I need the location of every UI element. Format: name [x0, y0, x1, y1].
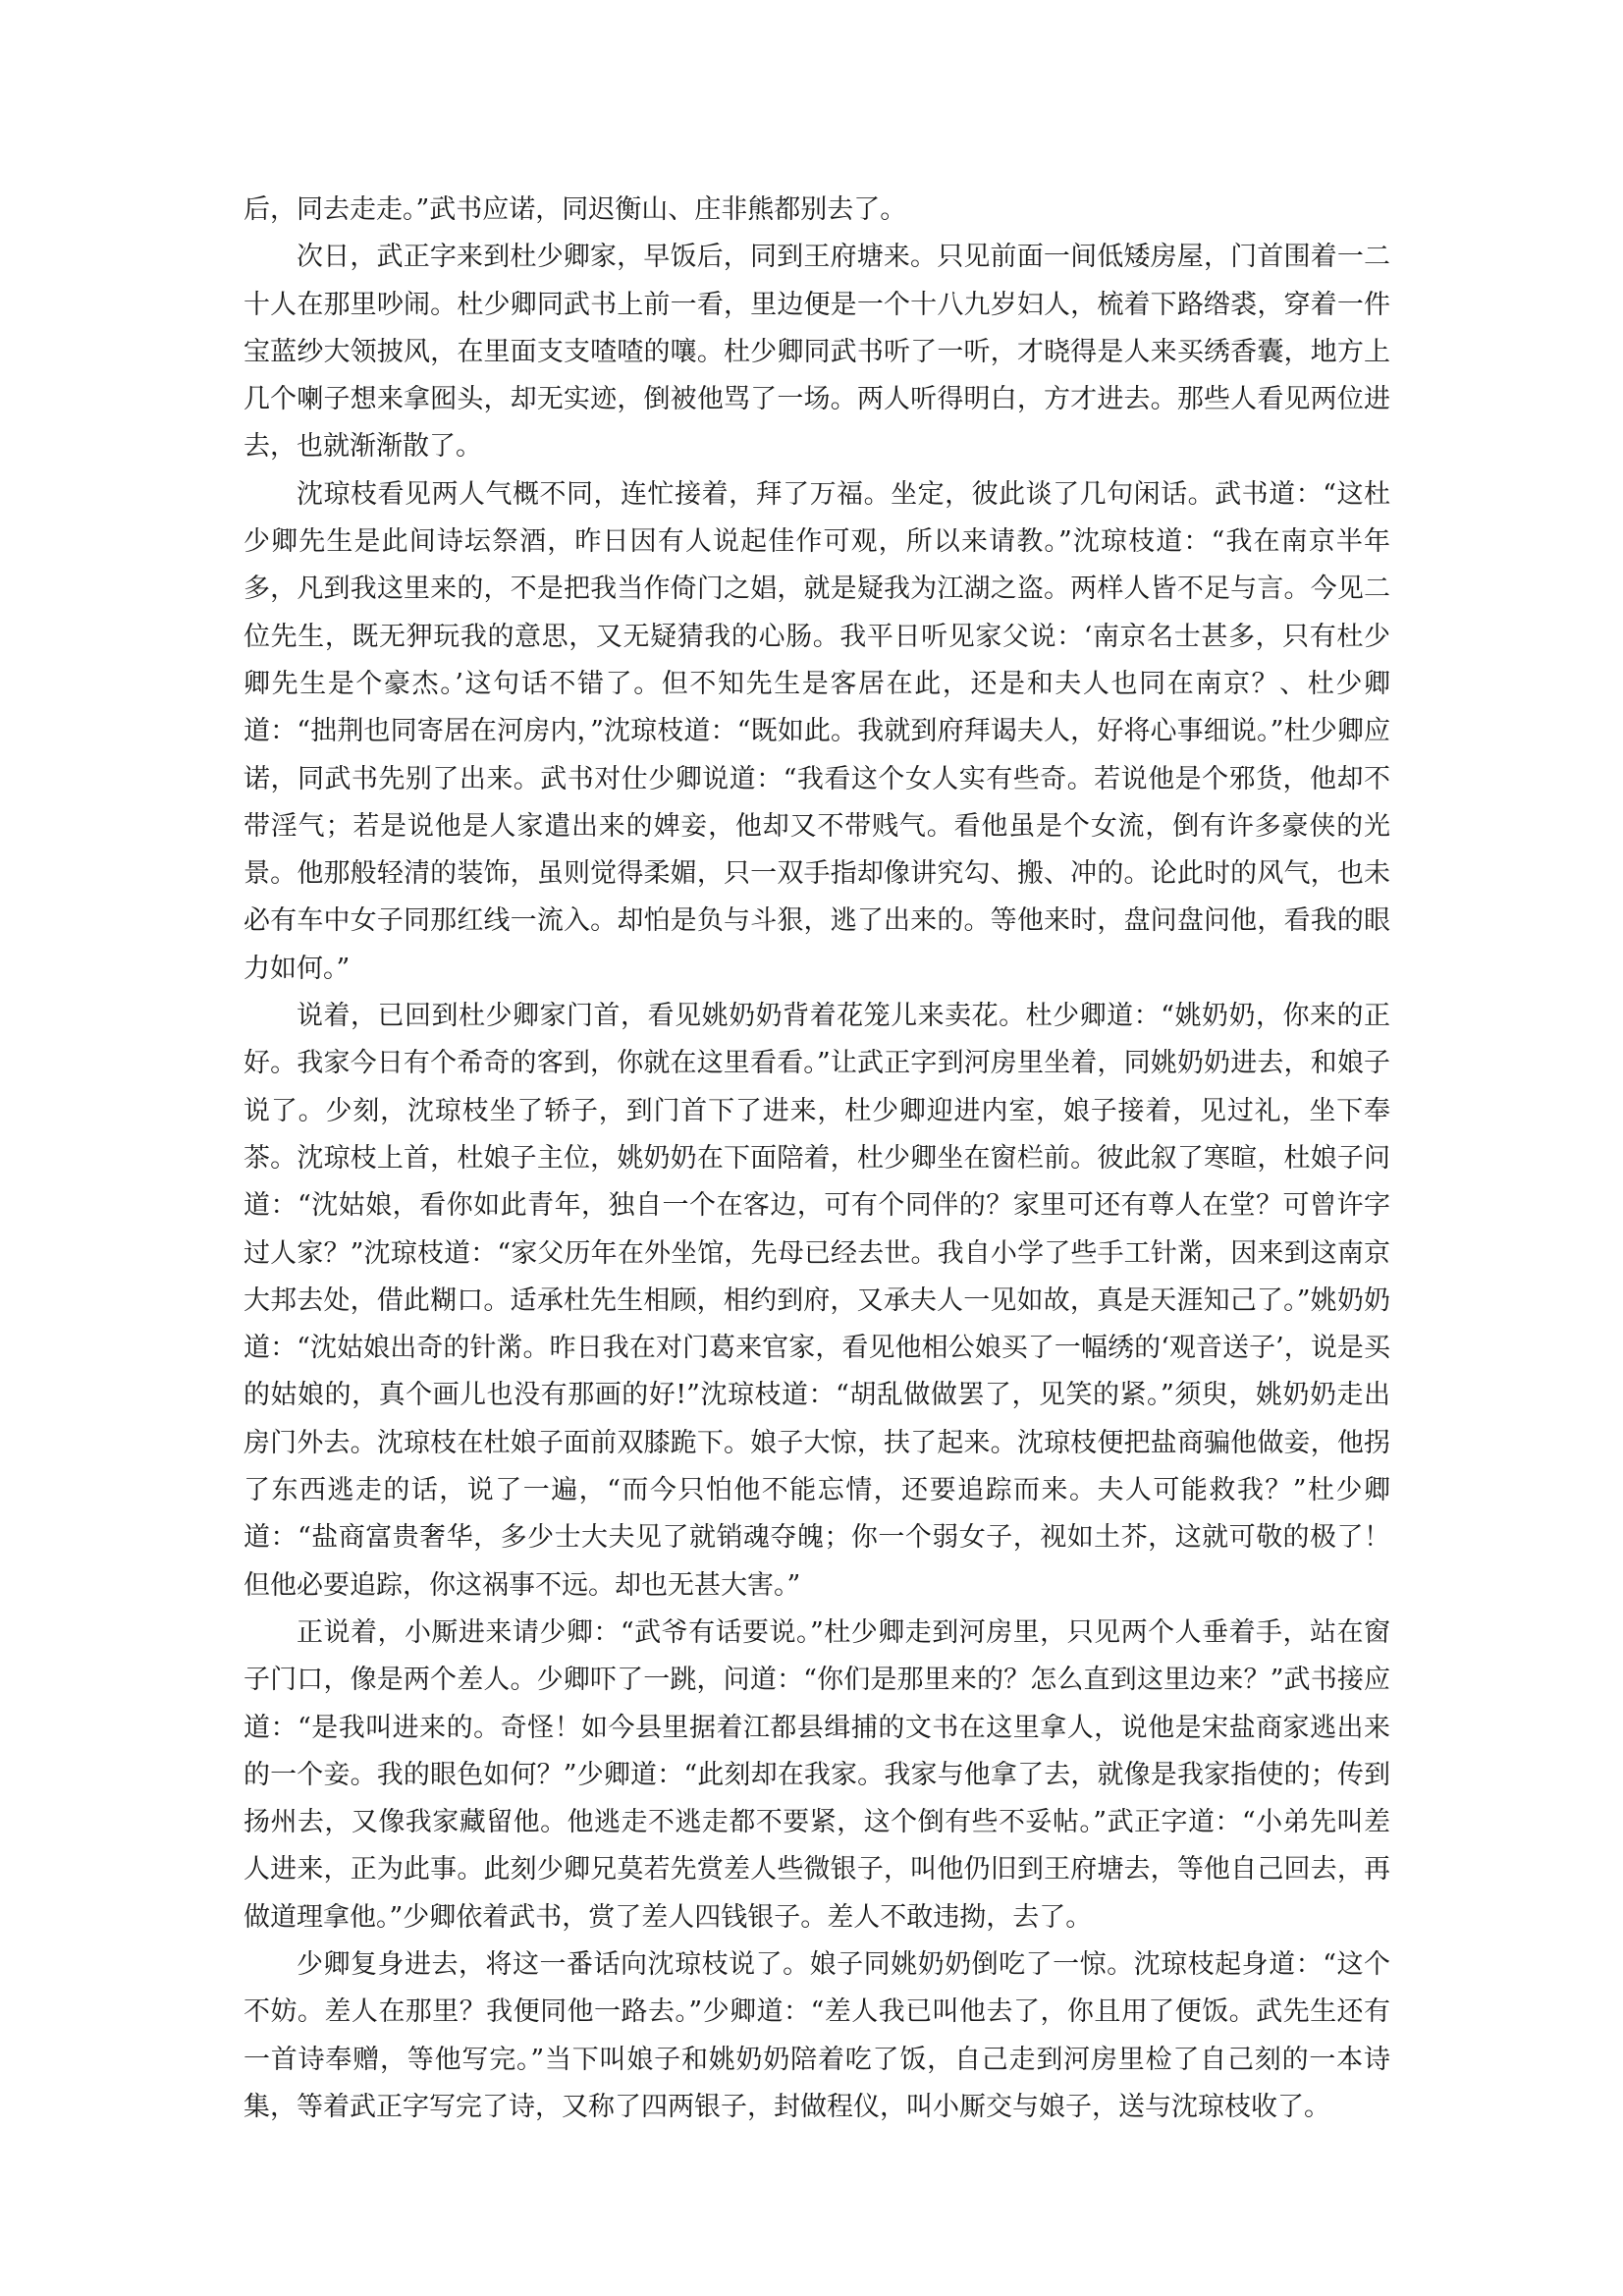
- paragraph: 说着，已回到杜少卿家门首，看见姚奶奶背着花笼儿来卖花。杜少卿道：“姚奶奶，你来的正好。我家今日有个希奇的客到，你就在这里看看。”让武正字到河房里坐着，同姚奶奶进去，和娘子说了。少刻，沈琼枝坐了轿子，到门首下了进来，杜少卿迎进内室，娘子接着，见过礼，坐下奉茶。沈琼枝上首，杜娘子主位，姚奶奶在下面陪着，杜少卿坐在窗栏前。彼此叙了寒暄，杜娘子问道：“沈姑娘，看你如此青年，独自一个在客边，可有个同伴的？家里可还有尊人在堂？可曾许字过人家？”沈琼枝道：“家父历年在外坐馆，先母已经去世。我自小学了些手工针黹，因来到这南京大邦去处，借此糊口。适承杜先生相顾，相约到府，又承夫人一见如故，真是天涯知己了。”姚奶奶道：“沈姑娘出奇的针黹。昨日我在对门葛来官家，看见他相公娘买了一幅绣的‘观音送子’，说是买的姑娘的，真个画儿也没有那画的好!”沈琼枝道：“胡乱做做罢了，见笑的紧。”须臾，姚奶奶走出房门外去。沈琼枝在杜娘子面前双膝跪下。娘子大惊，扶了起来。沈琼枝便把盐商骗他做妾，他拐了东西逃走的话，说了一遍，“而今只怕他不能忘情，还要追踪而来。夫人可能救我？”杜少卿道：“盐商富贵奢华，多少士大夫见了就销魂夺魄；你一个弱女子，视如土芥，这就可敬的极了！但他必要追踪，你这祸事不远。却也无甚大害。”: [243, 1001, 1390, 1601]
- paragraph: 沈琼枝看见两人气概不同，连忙接着，拜了万福。坐定，彼此谈了几句闲话。武书道：“这杜少卿先生是此间诗坛祭酒，昨日因有人说起佳作可观，所以来请教。”沈琼枝道：“我在南京半年多，凡到我这里来的，不是把我当作倚门之娼，就是疑我为江湖之盗。两样人皆不足与言。今见二位先生，既无狎玩我的意思，又无疑猜我的心肠。我平日听见家父说：‘南京名士甚多，只有杜少卿先生是个豪杰。’这句话不错了。但不知先生是客居在此，还是和夫人也同在南京？、杜少卿道：“拙荆也同寄居在河房内，”沈琼枝道：“既如此。我就到府拜谒夫人，好将心事细说。”杜少卿应诺，同武书先别了出来。武书对仕少卿说道：“我看这个女人实有些奇。若说他是个邪货，他却不带淫气；若是说他是人家遣出来的婢妾，他却又不带贱气。看他虽是个女流，倒有许多豪侠的光景。他那般轻清的装饰，虽则觉得柔媚，只一双手指却像讲究勾、搬、冲的。论此时的风气，也未必有车中女子同那红线一流入。却怕是负与斗狠，逃了出来的。等他来时，盘问盘问他，看我的眼力如何。”: [243, 478, 1390, 984]
- body-text: [243, 187, 1390, 2131]
- paragraph: 次日，武正字来到杜少卿家，早饭后，同到王府塘来。只见前面一间低矮房屋，门首围着一二十人在那里吵闹。杜少卿同武书上前一看，里边便是一个十八九岁妇人，梳着下路绺裘，穿着一件宝蓝纱大领披风，在里面支支喳喳的嚷。杜少卿同武书听了一听，才晓得是人来买绣香囊，地方上几个喇子想来拿囮头，却无实迹，倒被他骂了一场。两人听得明白，方才进去。那些人看见两位进去，也就渐渐散了。: [243, 242, 1390, 463]
- paragraph-continuation: 后，同去走走。”武书应诺，同迟衡山、庄非熊都别去了。: [243, 194, 907, 225]
- paragraph: 正说着，小厮进来请少卿：“武爷有话要说。”杜少卿走到河房里，只见两个人垂着手，站在窗子门口，像是两个差人。少卿吓了一跳，问道：“你们是那里来的？怎么直到这里边来？”武书接应道：“是我叫进来的。奇怪！如今县里据着江都县缉捕的文书在这里拿人，说他是宋盐商家逃出来的一个妾。我的眼色如何？”少卿道：“此刻却在我家。我家与他拿了去，就像是我家指使的；传到扬州去，又像我家藏留他。他逃走不逃走都不要紧，这个倒有些不妥帖。”武正字道：“小弟先叫差人进来，正为此事。此刻少卿兄莫若先赏差人些微银子，叫他仍旧到王府塘去，等他自己回去，再做道理拿他。”少卿依着武书，赏了差人四钱银子。差人不敢违拗，去了。: [243, 1616, 1390, 1933]
- paragraph: 少卿复身进去，将这一番话向沈琼枝说了。娘子同姚奶奶倒吃了一惊。沈琼枝起身道：“这个不妨。差人在那里？我便同他一路去。”少卿道：“差人我已叫他去了，你且用了便饭。武先生还有一首诗奉赠，等他写完。”当下叫娘子和姚奶奶陪着吃了饭，自己走到河房里检了自己刻的一本诗集，等着武正字写完了诗，又称了四两银子，封做程仪，叫小厮交与娘子，送与沈琼枝收了。: [243, 1948, 1390, 2122]
